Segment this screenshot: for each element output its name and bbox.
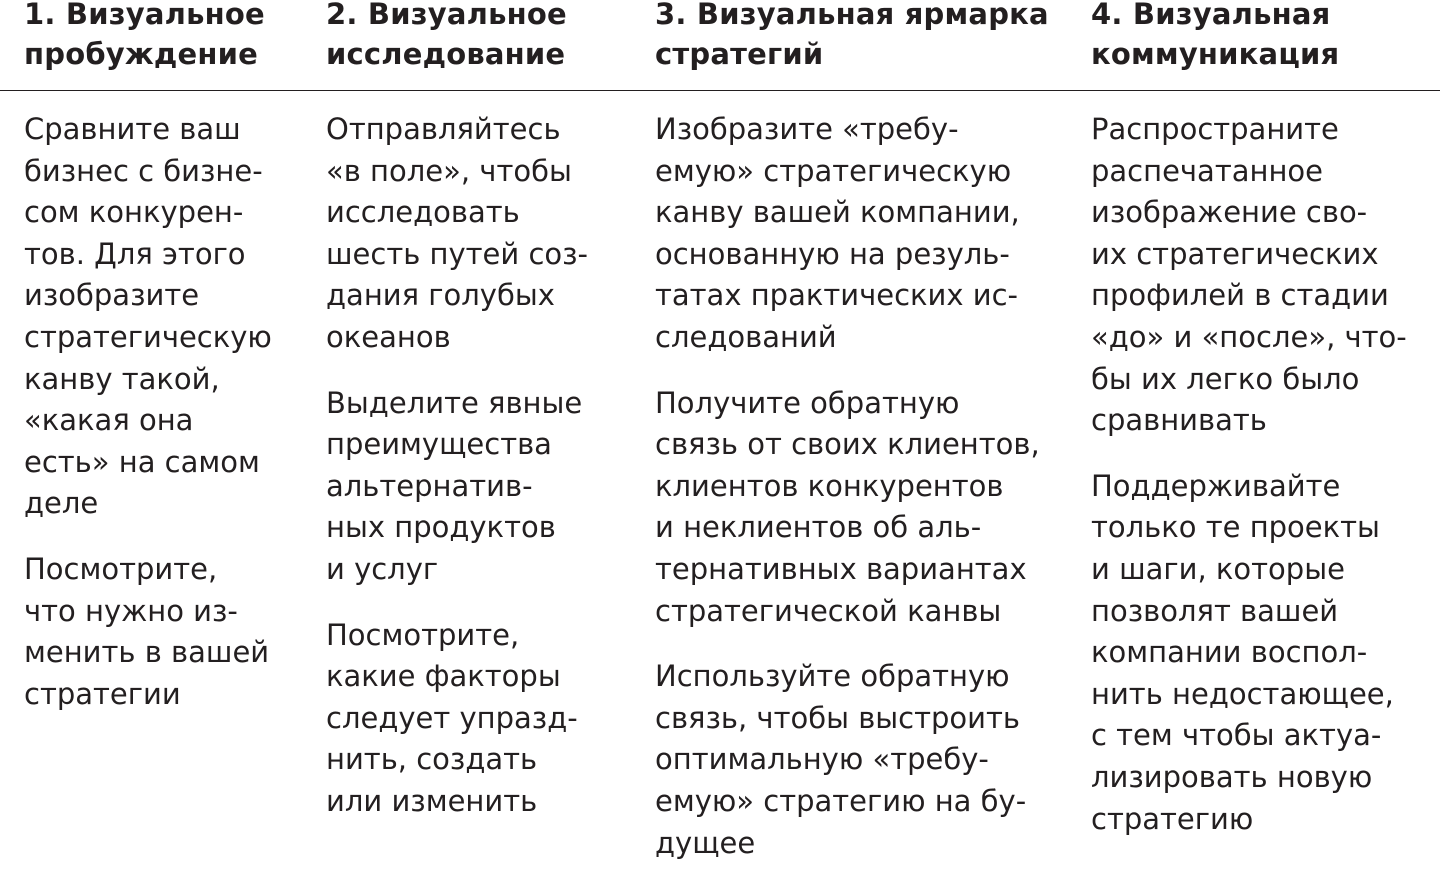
header-line: 2. Визуальное xyxy=(326,0,567,31)
text-line: тов. Для этого xyxy=(24,236,246,271)
text-line: емую» стратегическую xyxy=(655,153,1012,188)
text-line: ных продуктов xyxy=(326,510,556,545)
text-line: Выделите явные xyxy=(326,385,583,420)
column-header-2 xyxy=(326,0,567,74)
column-header-1 xyxy=(24,0,265,74)
text-line: что нужно из- xyxy=(24,593,238,628)
column-4-paragraph-2 xyxy=(1091,466,1407,840)
column-3-body xyxy=(655,109,1040,888)
text-line: «какая она xyxy=(24,403,194,438)
text-line: стратегическую xyxy=(24,319,272,354)
column-3-paragraph-3 xyxy=(655,656,1040,864)
text-line: менить в вашей xyxy=(24,635,270,670)
text-line: связь от своих клиентов, xyxy=(655,427,1040,462)
text-line: и услуг xyxy=(326,551,439,586)
text-line: Посмотрите, xyxy=(326,617,520,652)
text-line: связь, чтобы выстроить xyxy=(655,700,1021,735)
text-line: альтернатив- xyxy=(326,468,533,503)
text-line: Сравните ваш xyxy=(24,112,241,146)
text-line: татах практических ис- xyxy=(655,278,1019,313)
text-line: с тем чтобы актуа- xyxy=(1091,718,1382,753)
text-line: исследовать xyxy=(326,195,520,230)
text-line: «в поле», чтобы xyxy=(326,153,572,188)
text-line: изобразите xyxy=(24,278,200,313)
text-line: стратегии xyxy=(24,676,181,711)
text-line: оптимальную «требу- xyxy=(655,742,989,777)
text-line: Отправляйтесь xyxy=(326,112,561,146)
text-line: дания голубых xyxy=(326,278,555,313)
text-line: бы их легко было xyxy=(1091,361,1360,396)
column-2-body xyxy=(326,109,588,847)
column-header-4 xyxy=(1091,0,1339,74)
text-line: есть» на самом xyxy=(24,444,260,479)
text-line: преимущества xyxy=(326,427,552,462)
column-1-paragraph-2 xyxy=(24,549,272,715)
text-line: стратегической канвы xyxy=(655,593,1002,628)
header-row xyxy=(0,0,1440,90)
text-line: Распространите xyxy=(1091,112,1339,146)
column-3-paragraph-1 xyxy=(655,109,1040,359)
column-2-paragraph-3 xyxy=(326,615,588,823)
text-line: только те проекты xyxy=(1091,510,1380,545)
column-1-paragraph-1 xyxy=(24,109,272,525)
text-line: профилей в стадии xyxy=(1091,278,1389,313)
text-line: емую» стратегию на бу- xyxy=(655,783,1027,818)
column-4-paragraph-1 xyxy=(1091,109,1407,442)
text-line: Получите обратную xyxy=(655,385,960,420)
header-line: исследование xyxy=(326,37,566,71)
text-line: или изменить xyxy=(326,783,538,818)
header-line: 1. Визуальное xyxy=(24,0,265,31)
text-line: канву такой, xyxy=(24,361,220,396)
text-line: Поддерживайте xyxy=(1091,468,1341,503)
header-line: стратегий xyxy=(655,37,824,71)
text-line: канву вашей компании, xyxy=(655,195,1020,230)
text-line: следует упразд- xyxy=(326,700,578,735)
column-4-body xyxy=(1091,109,1407,864)
text-line: «до» и «после», что- xyxy=(1091,319,1407,354)
header-divider xyxy=(0,90,1440,91)
header-line: коммуникация xyxy=(1091,37,1340,71)
text-line: Используйте обратную xyxy=(655,659,1010,694)
text-line: какие факторы xyxy=(326,659,561,694)
text-line: Изобразите «требу- xyxy=(655,112,959,146)
text-line: тернативных вариантах xyxy=(655,551,1027,586)
header-line: 3. Визуальная ярмарка xyxy=(655,0,1049,31)
text-line: и шаги, которые xyxy=(1091,551,1345,586)
text-line: клиентов конкурентов xyxy=(655,468,1004,503)
text-line: шесть путей соз- xyxy=(326,236,589,271)
text-line: деле xyxy=(24,486,99,521)
text-line: стратегию xyxy=(1091,801,1254,836)
text-line: изображение сво- xyxy=(1091,195,1368,230)
column-1-body xyxy=(24,109,272,739)
text-line: сом конкурен- xyxy=(24,195,244,230)
text-line: нить, создать xyxy=(326,742,538,777)
text-line: следований xyxy=(655,319,837,354)
text-line: Посмотрите, xyxy=(24,551,218,586)
text-line: и неклиентов об аль- xyxy=(655,510,982,545)
column-3-paragraph-2 xyxy=(655,383,1040,633)
text-line: океанов xyxy=(326,319,451,354)
text-line: бизнес с бизне- xyxy=(24,153,263,188)
column-2-paragraph-1 xyxy=(326,109,588,359)
text-line: компании воспол- xyxy=(1091,635,1368,670)
text-line: нить недостающее, xyxy=(1091,676,1394,711)
text-line: их стратегических xyxy=(1091,236,1379,271)
header-line: 4. Визуальная xyxy=(1091,0,1331,31)
text-line: позволят вашей xyxy=(1091,593,1339,628)
column-header-3 xyxy=(655,0,1049,74)
column-2-paragraph-2 xyxy=(326,383,588,591)
text-line: дущее xyxy=(655,825,756,860)
text-line: распечатанное xyxy=(1091,153,1323,188)
text-line: основанную на резуль- xyxy=(655,236,1010,271)
text-line: сравнивать xyxy=(1091,403,1267,438)
header-line: пробуждение xyxy=(24,37,259,71)
text-line: лизировать новую xyxy=(1091,759,1373,794)
